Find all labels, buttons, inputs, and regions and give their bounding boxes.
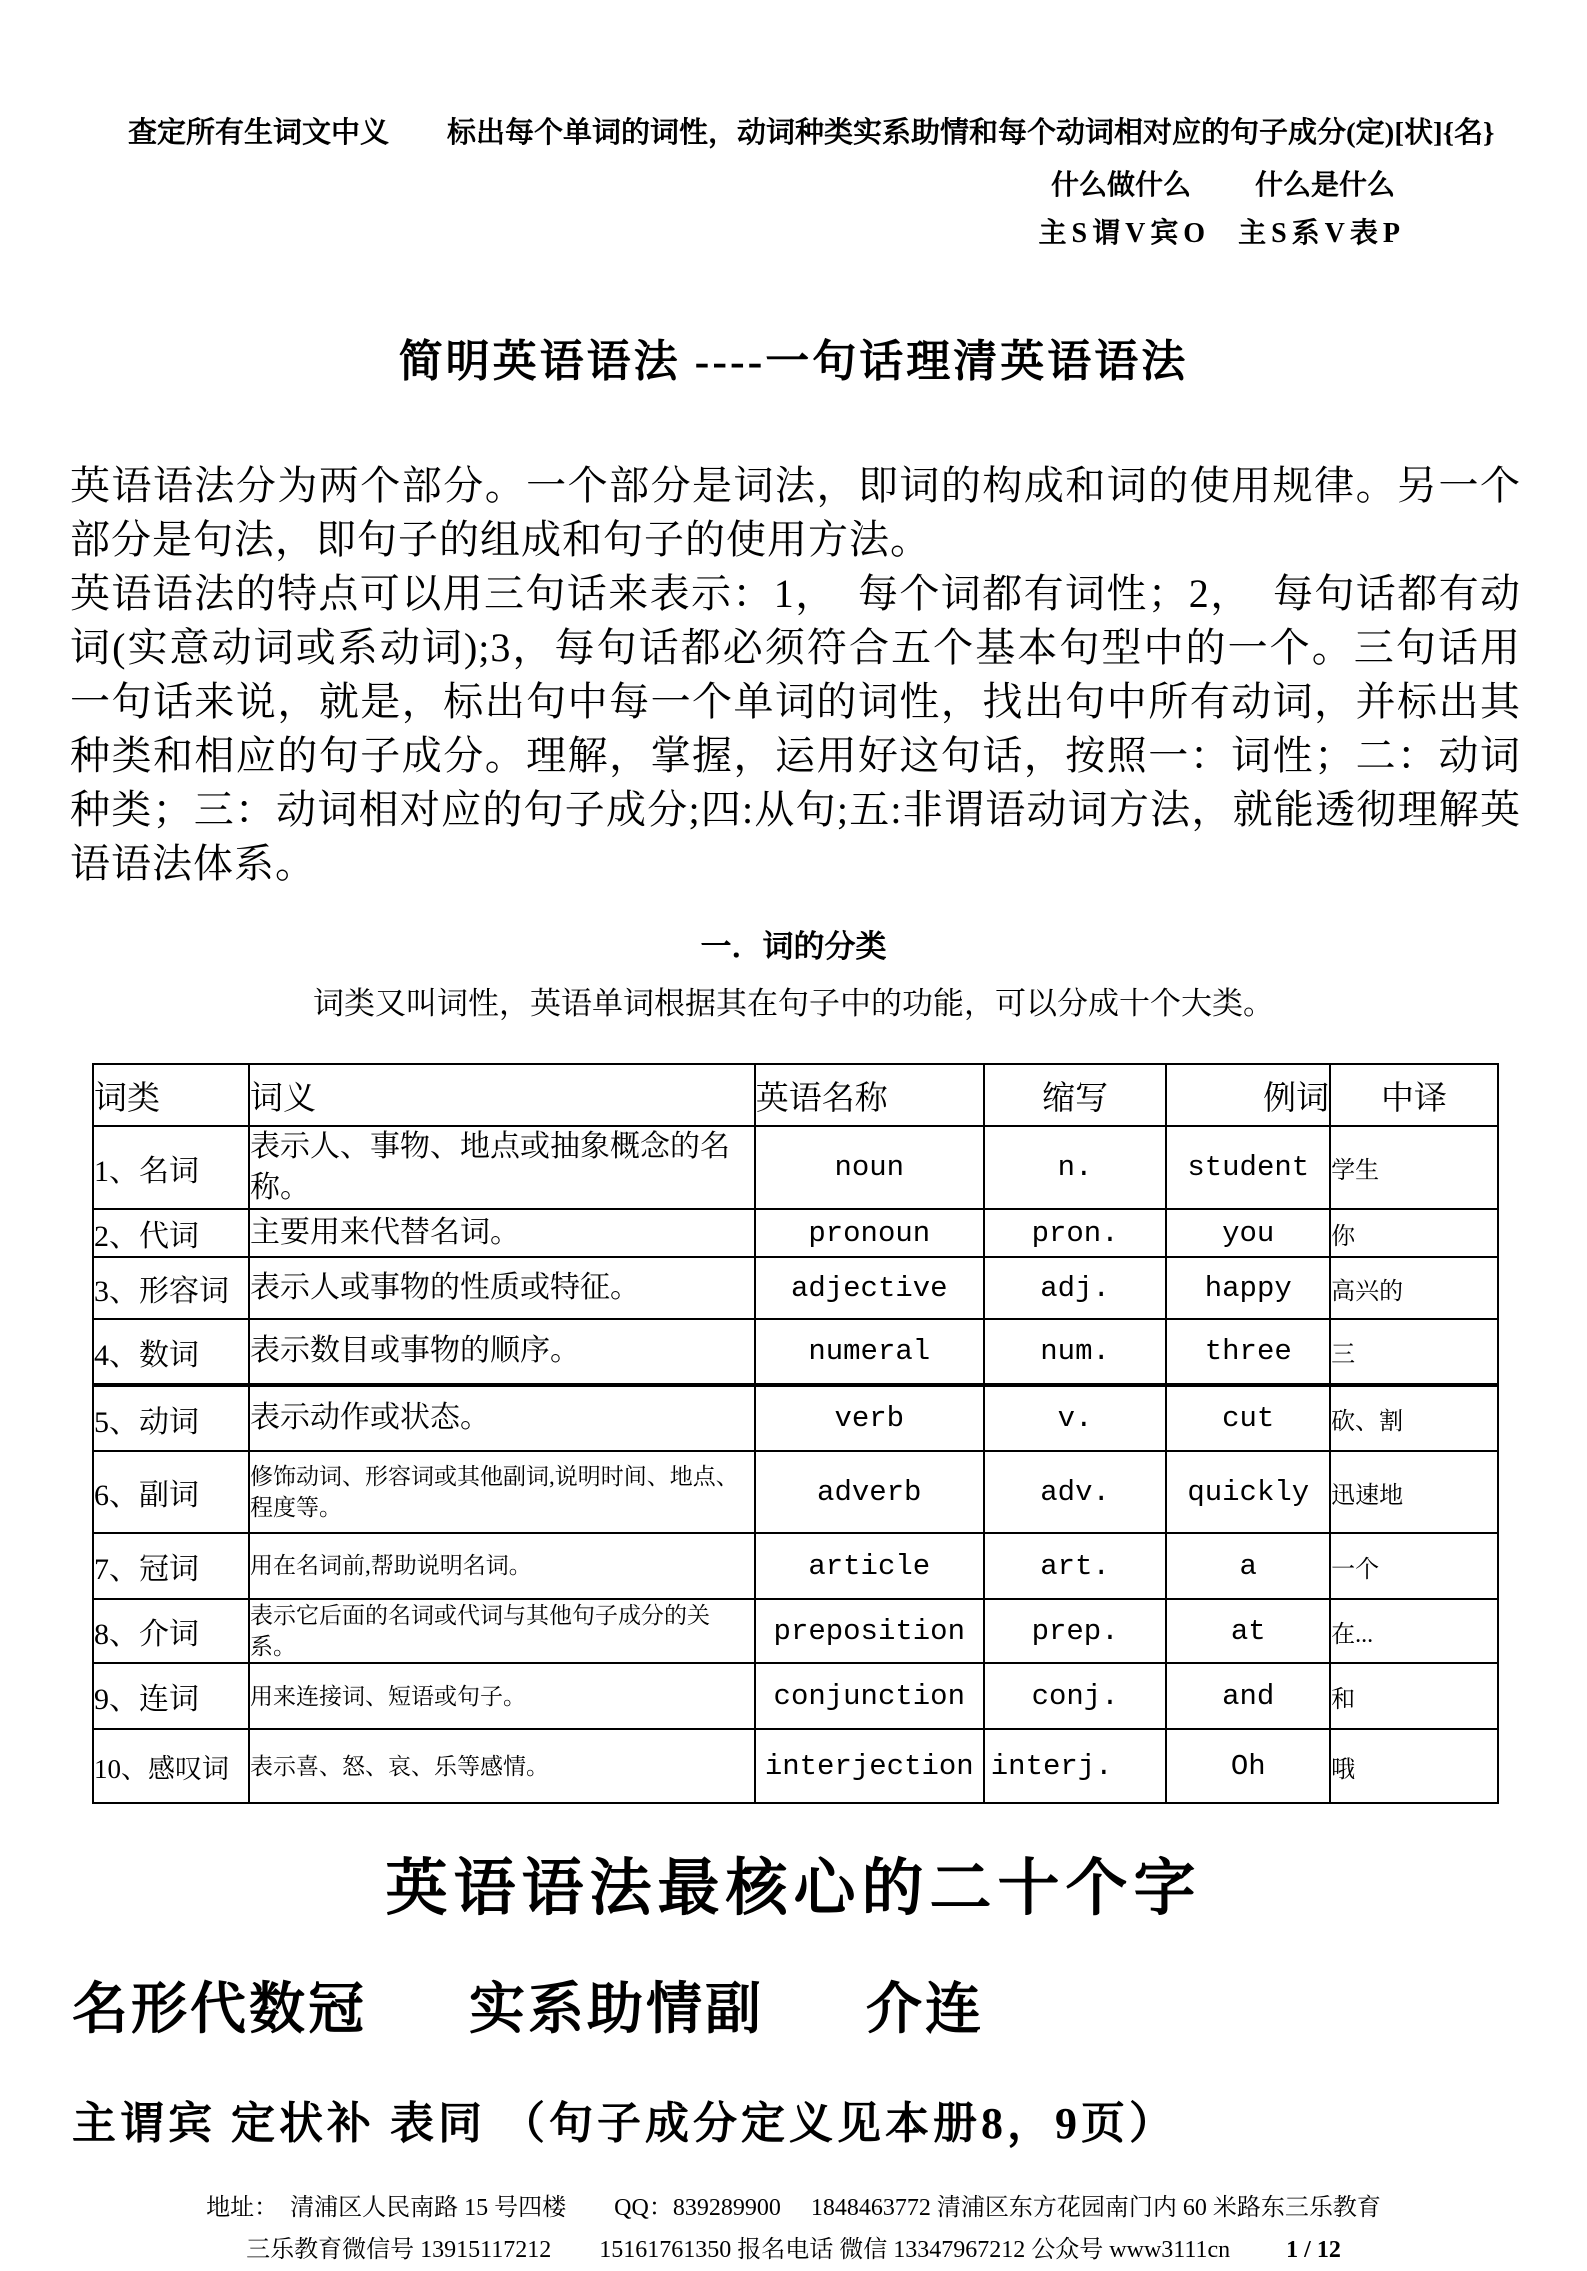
cell-abbr: n. — [984, 1126, 1167, 1209]
footer-contact-text: 三乐教育微信号 13915117212 15161761350 报名电话 微信 13347967212 公众号 www3111cn — [246, 2237, 1231, 2264]
cell-cat: 7、冠词 — [93, 1533, 249, 1599]
cell-meaning: 表示数目或事物的顺序。 — [249, 1319, 755, 1385]
table-row — [93, 1319, 1498, 1385]
cell-en: interjection — [755, 1729, 984, 1803]
core-words-line — [72, 1965, 1587, 2045]
table-row — [93, 1257, 1498, 1319]
word-class-table — [92, 1063, 1499, 1804]
cell-en: conjunction — [755, 1663, 984, 1729]
section-heading: 一．词的分类 — [700, 929, 887, 964]
annotation-block — [0, 0, 1587, 251]
word-class-table-body — [93, 1126, 1498, 1803]
intro-paragraph-1: 英语语法分为两个部分。一个部分是词法，即词的构成和词的使用规律。另一个部分是句法，即句子的组成和句子的使用方法。 — [70, 463, 1521, 562]
cell-abbr: pron. — [984, 1209, 1167, 1257]
cell-en: noun — [755, 1126, 984, 1209]
cell-cn: 一个 — [1330, 1533, 1498, 1599]
intro-paragraph-2: 英语语法的特点可以用三句话来表示：1， 每个词都有词性；2， 每句话都有动词(实意动词或系动词);3，每句话都必须符合五个基本句型中的一个。三句话用一句话来说，就是，标出句中每一个单词的词性，找出句中所有动词，并标出其种类和相应的句子成分。理解，掌握，运用好这句话，按照一：词性；二：动词种类；三：动词相对应的句子成分;四:从句;五:非谓语动词方法，就能透彻理解英语语法体系。 — [70, 571, 1521, 886]
table-header-row — [93, 1064, 1498, 1126]
page-title: 简明英语语法 ----一句话理清英语语法 — [398, 337, 1189, 386]
header-example: 例词 — [1166, 1064, 1330, 1126]
cell-meaning: 表示人、事物、地点或抽象概念的名称。 — [249, 1126, 755, 1209]
table-row — [93, 1599, 1498, 1663]
cell-example: Oh — [1166, 1729, 1330, 1803]
cell-meaning: 主要用来代替名词。 — [249, 1209, 755, 1257]
cell-cn: 在... — [1330, 1599, 1498, 1663]
core-twenty-heading: 英语语法最核心的二十个字 — [385, 1855, 1202, 1924]
cell-cn: 你 — [1330, 1209, 1498, 1257]
cell-abbr: adv. — [984, 1451, 1167, 1533]
cell-example: student — [1166, 1126, 1330, 1209]
cell-abbr: v. — [984, 1385, 1167, 1451]
annotation-svo: 主S谓V宾O — [1038, 218, 1211, 249]
cell-meaning: 修饰动词、形容词或其他副词,说明时间、地点、程度等。 — [249, 1451, 755, 1533]
table-row — [93, 1451, 1498, 1533]
table-row — [93, 1533, 1498, 1599]
cell-example: at — [1166, 1599, 1330, 1663]
cell-abbr: interj. — [984, 1729, 1167, 1803]
cell-meaning: 表示喜、怒、哀、乐等感情。 — [249, 1729, 755, 1803]
intro-paragraphs — [70, 459, 1521, 891]
table-row — [93, 1209, 1498, 1257]
cell-cn: 哦 — [1330, 1729, 1498, 1803]
footer-contact-line — [0, 2229, 1587, 2271]
annotation-svp: 主S系V表P — [1238, 218, 1405, 249]
cell-cat: 5、动词 — [93, 1385, 249, 1451]
cell-en: pronoun — [755, 1209, 984, 1257]
cell-cat: 10、感叹词 — [93, 1729, 249, 1803]
core-word-group-3: 介连 — [866, 1979, 984, 2042]
cell-en: adverb — [755, 1451, 984, 1533]
page-footer — [0, 2187, 1587, 2271]
cell-en: numeral — [755, 1319, 984, 1385]
cell-cn: 砍、割 — [1330, 1385, 1498, 1451]
cell-example: cut — [1166, 1385, 1330, 1451]
cell-cat: 9、连词 — [93, 1663, 249, 1729]
cell-cat: 3、形容词 — [93, 1257, 249, 1319]
cell-meaning: 用在名词前,帮助说明名词。 — [249, 1533, 755, 1599]
core-word-group-1: 名形代数冠 — [72, 1979, 367, 2042]
cell-example: you — [1166, 1209, 1330, 1257]
header-meaning: 词义 — [249, 1064, 755, 1126]
cell-cat: 6、副词 — [93, 1451, 249, 1533]
cell-en: preposition — [755, 1599, 984, 1663]
annotation-line-3 — [0, 211, 1587, 251]
cell-meaning: 表示动作或状态。 — [249, 1385, 755, 1451]
cell-en: verb — [755, 1385, 984, 1451]
header-english-name: 英语名称 — [755, 1064, 984, 1126]
header-word-class: 词类 — [93, 1064, 249, 1126]
cell-meaning: 表示人或事物的性质或特征。 — [249, 1257, 755, 1319]
table-row — [93, 1729, 1498, 1803]
sentence-elements-line: 主谓宾 定状补 表同 （句子成分定义见本册8，9页） — [72, 2099, 1177, 2149]
cell-en: article — [755, 1533, 984, 1599]
cell-meaning: 用来连接词、短语或句子。 — [249, 1663, 755, 1729]
cell-abbr: prep. — [984, 1599, 1167, 1663]
cell-abbr: conj. — [984, 1663, 1167, 1729]
cell-cat: 4、数词 — [93, 1319, 249, 1385]
cell-example: three — [1166, 1319, 1330, 1385]
annotation-line-2 — [0, 163, 1587, 203]
cell-en: adjective — [755, 1257, 984, 1319]
page-number: 1 / 12 — [1286, 2237, 1341, 2264]
cell-example: quickly — [1166, 1451, 1330, 1533]
cell-cn: 迅速地 — [1330, 1451, 1498, 1533]
cell-cat: 2、代词 — [93, 1209, 249, 1257]
header-abbreviation: 缩写 — [984, 1064, 1167, 1126]
cell-cn: 高兴的 — [1330, 1257, 1498, 1319]
annotation-what-does: 什么做什么 — [1050, 170, 1191, 201]
cell-cn: 三 — [1330, 1319, 1498, 1385]
cell-example: and — [1166, 1663, 1330, 1729]
annotation-line-1: 查定所有生词文中义 标出每个单词的词性，动词种类实系助情和每个动词相对应的句子成分(定)[状]{名} — [128, 117, 1495, 149]
cell-example: a — [1166, 1533, 1330, 1599]
cell-cn: 学生 — [1330, 1126, 1498, 1209]
cell-abbr: art. — [984, 1533, 1167, 1599]
cell-cn: 和 — [1330, 1663, 1498, 1729]
table-row — [93, 1126, 1498, 1209]
footer-address-line: 地址： 清浦区人民南路 15 号四楼 QQ：839289900 1848463772 清浦区东方花园南门内 60 米路东三乐教育 — [206, 2195, 1381, 2222]
header-chinese: 中译 — [1330, 1064, 1498, 1126]
table-row — [93, 1663, 1498, 1729]
cell-example: happy — [1166, 1257, 1330, 1319]
cell-abbr: num. — [984, 1319, 1167, 1385]
cell-meaning: 表示它后面的名词或代词与其他句子成分的关系。 — [249, 1599, 755, 1663]
cell-abbr: adj. — [984, 1257, 1167, 1319]
annotation-what-is: 什么是什么 — [1254, 170, 1395, 201]
table-row — [93, 1385, 1498, 1451]
core-word-group-2: 实系助情副 — [469, 1979, 764, 2042]
section-subheading: 词类又叫词性，英语单词根据其在句子中的功能，可以分成十个大类。 — [313, 986, 1274, 1021]
cell-cat: 8、介词 — [93, 1599, 249, 1663]
cell-cat: 1、名词 — [93, 1126, 249, 1209]
